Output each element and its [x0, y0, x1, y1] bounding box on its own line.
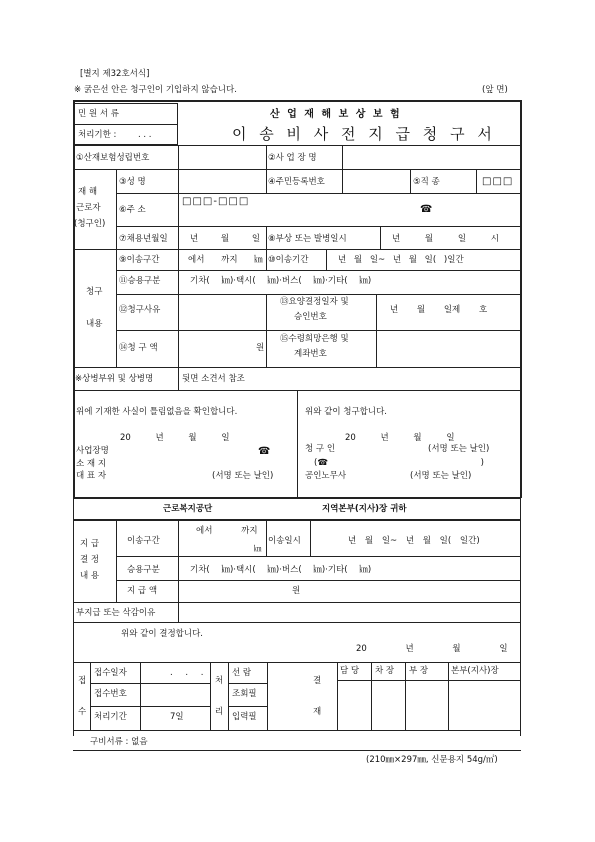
hire-date-value: 년 월 일 — [190, 234, 261, 244]
claim-label-2: 내용 — [86, 319, 103, 329]
deadline-label: 처리기한 : — [78, 130, 117, 140]
injury-date-value: 년 월 일 시 — [392, 234, 499, 244]
field-decision-date-1: ⑬요양결정일자 및 — [280, 297, 349, 307]
field-decision-date-2: 승인번호 — [294, 312, 327, 322]
field-injury-date: ⑧부상 또는 발병일시 — [268, 234, 347, 244]
workplace-phone-icon: ☎ — [258, 446, 271, 457]
field-name: ③성 명 — [119, 177, 146, 187]
pay-route-value: 에서 까지 — [196, 526, 258, 536]
insurance-title: 산 업 재 해 보 상 보 험 — [270, 109, 402, 120]
civil-doc-label: 민 원 서 류 — [78, 109, 119, 119]
handling-label-2: 리 — [215, 707, 224, 717]
field-claim-amount: ⑭청 구 액 — [119, 343, 158, 353]
receipt-no-label: 접수번호 — [94, 689, 127, 699]
workplace-name-label: 사업장명 — [76, 446, 109, 456]
pay-route-km: ㎞ — [254, 544, 262, 553]
field-hire-date: ⑦채용년월일 — [119, 234, 168, 244]
attorney-sign: (서명 또는 날인) — [410, 471, 472, 481]
approval-label-2: 재 — [313, 707, 322, 717]
notice-text: ※ 굵은선 안은 청구인이 기입하지 않습니다. — [74, 85, 237, 95]
claimant-label: 청 구 인 — [305, 444, 336, 454]
process-period-label: 처리기간 — [94, 712, 127, 722]
field-insurance-no: ①산재보험성립번호 — [76, 153, 150, 163]
check-label: 조회필 — [232, 689, 257, 699]
postal-code-boxes: □□□-□□□ — [182, 196, 250, 207]
process-days: 7일 — [170, 712, 184, 722]
paper-spec: (210㎜×297㎜, 신문용지 54g/㎡) — [366, 755, 498, 765]
pay-period-value: 년 월 일~ 년 월 일( 일간) — [348, 536, 480, 546]
pay-decision-label-2: 결 정 — [80, 555, 100, 565]
field-claim-reason: ⑫청구사유 — [119, 305, 161, 315]
handling-label-1: 처 — [215, 676, 224, 686]
approver-branch-head: 본부(지사)장 — [451, 666, 499, 676]
document-title: 이 송 비 사 전 지 급 청 구 서 — [232, 125, 496, 143]
field-job: ⑤직 종 — [413, 177, 440, 187]
injury-note: 뒷면 소견서 참조 — [182, 374, 245, 384]
claim-amount-unit: 원 — [256, 343, 265, 353]
decision-date-value: 년 월 일제 호 — [390, 305, 488, 315]
approver-deputy: 차 장 — [375, 666, 395, 676]
pay-vehicle-value: 기차( ㎞)·택시( ㎞)·버스( ㎞)·기타( ㎞) — [190, 565, 372, 575]
lower-left-border — [73, 498, 74, 736]
transport-route-value: 에서 까지 ㎞ — [188, 255, 263, 265]
claim-statement: 위와 같이 청구합니다. — [305, 407, 388, 417]
field-address: ⑥주 소 — [119, 205, 146, 215]
form-top-border — [73, 100, 521, 102]
claim-date: 20 년 월 일 — [345, 433, 455, 443]
input-label: 입력필 — [232, 712, 257, 722]
pay-decision-label-3: 내 용 — [80, 571, 100, 581]
field-bank-1: ⑮수령희망은행 및 — [280, 334, 349, 344]
decision-date: 20 년 월 일 — [356, 644, 508, 654]
field-transport-route: ⑨이송구간 — [119, 255, 160, 265]
transport-period-value: 년 월 일~ 년 월 일( )일간 — [338, 255, 464, 265]
form-left-border — [73, 100, 75, 498]
pay-amount-unit: 원 — [292, 586, 301, 596]
form-label: [별지 제32호서식] — [80, 69, 150, 79]
claim-section-bottom — [73, 497, 521, 499]
receipt-date-label: 접수일자 — [94, 668, 127, 678]
branch-head: 지역본부(지사)장 귀하 — [322, 504, 407, 514]
field-bank-2: 계좌번호 — [294, 349, 327, 359]
job-code-boxes: □□□ — [482, 176, 514, 187]
confirm-date: 20 년 월 일 — [120, 433, 230, 443]
field-transport-period: ⑩이송기간 — [268, 255, 309, 265]
view-label: 선 람 — [232, 668, 252, 678]
claimant-sign: (서명 또는 날인) — [428, 444, 490, 454]
nonpay-reason-label: 부지급 또는 삭감이유 — [76, 608, 156, 618]
field-workplace-name: ②사 업 장 명 — [268, 153, 317, 163]
pay-route-label: 이송구간 — [127, 536, 160, 546]
worker-label-2: 근로자 — [76, 203, 101, 213]
page-side: (앞 면) — [482, 85, 508, 95]
claim-label-1: 청구 — [86, 287, 103, 297]
attachments: 구비서류 : 없음 — [90, 737, 148, 747]
worker-label-3: (청구인) — [74, 219, 106, 229]
pay-vehicle-label: 승용구분 — [127, 565, 160, 575]
deadline-value: . . . — [138, 130, 152, 140]
injury-label: ※상병부위 및 상병명 — [75, 374, 154, 384]
approver-staff: 담 당 — [340, 666, 360, 676]
pay-amount-label: 지 급 액 — [127, 586, 158, 596]
decision-statement: 위와 같이 결정합니다. — [121, 629, 204, 639]
pay-date-label: 이송일시 — [268, 536, 301, 546]
vehicle-type-value: 기차( ㎞)·택시( ㎞)·버스( ㎞)·기타( ㎞) — [190, 276, 372, 286]
field-resident-no: ④주민등록번호 — [268, 177, 325, 187]
representative-sign: (서명 또는 날인) — [212, 471, 274, 481]
agency-name: 근로복지공단 — [163, 504, 213, 514]
confirm-text: 위에 기재한 사실이 틀림없음을 확인합니다. — [76, 407, 238, 417]
address-phone-icon: ☎ — [420, 204, 433, 215]
lower-right-border — [520, 498, 521, 736]
approver-manager: 부 장 — [409, 666, 429, 676]
labor-attorney-label: 공인노무사 — [305, 471, 347, 481]
claimant-phone: (☎ ) — [314, 458, 484, 468]
form-right-border — [520, 100, 522, 498]
receipt-label-2: 수 — [78, 707, 87, 717]
field-vehicle-type: ⑪승용구분 — [119, 276, 161, 286]
pay-decision-label-1: 지 급 — [80, 539, 100, 549]
receipt-date-value: . . . — [170, 668, 204, 678]
workplace-location-label: 소 재 지 — [76, 459, 107, 469]
worker-label-1: 재 해 — [78, 187, 98, 197]
receipt-label-1: 접 — [78, 676, 87, 686]
representative-label: 대 표 자 — [76, 471, 107, 481]
approval-label-1: 결 — [313, 676, 322, 686]
